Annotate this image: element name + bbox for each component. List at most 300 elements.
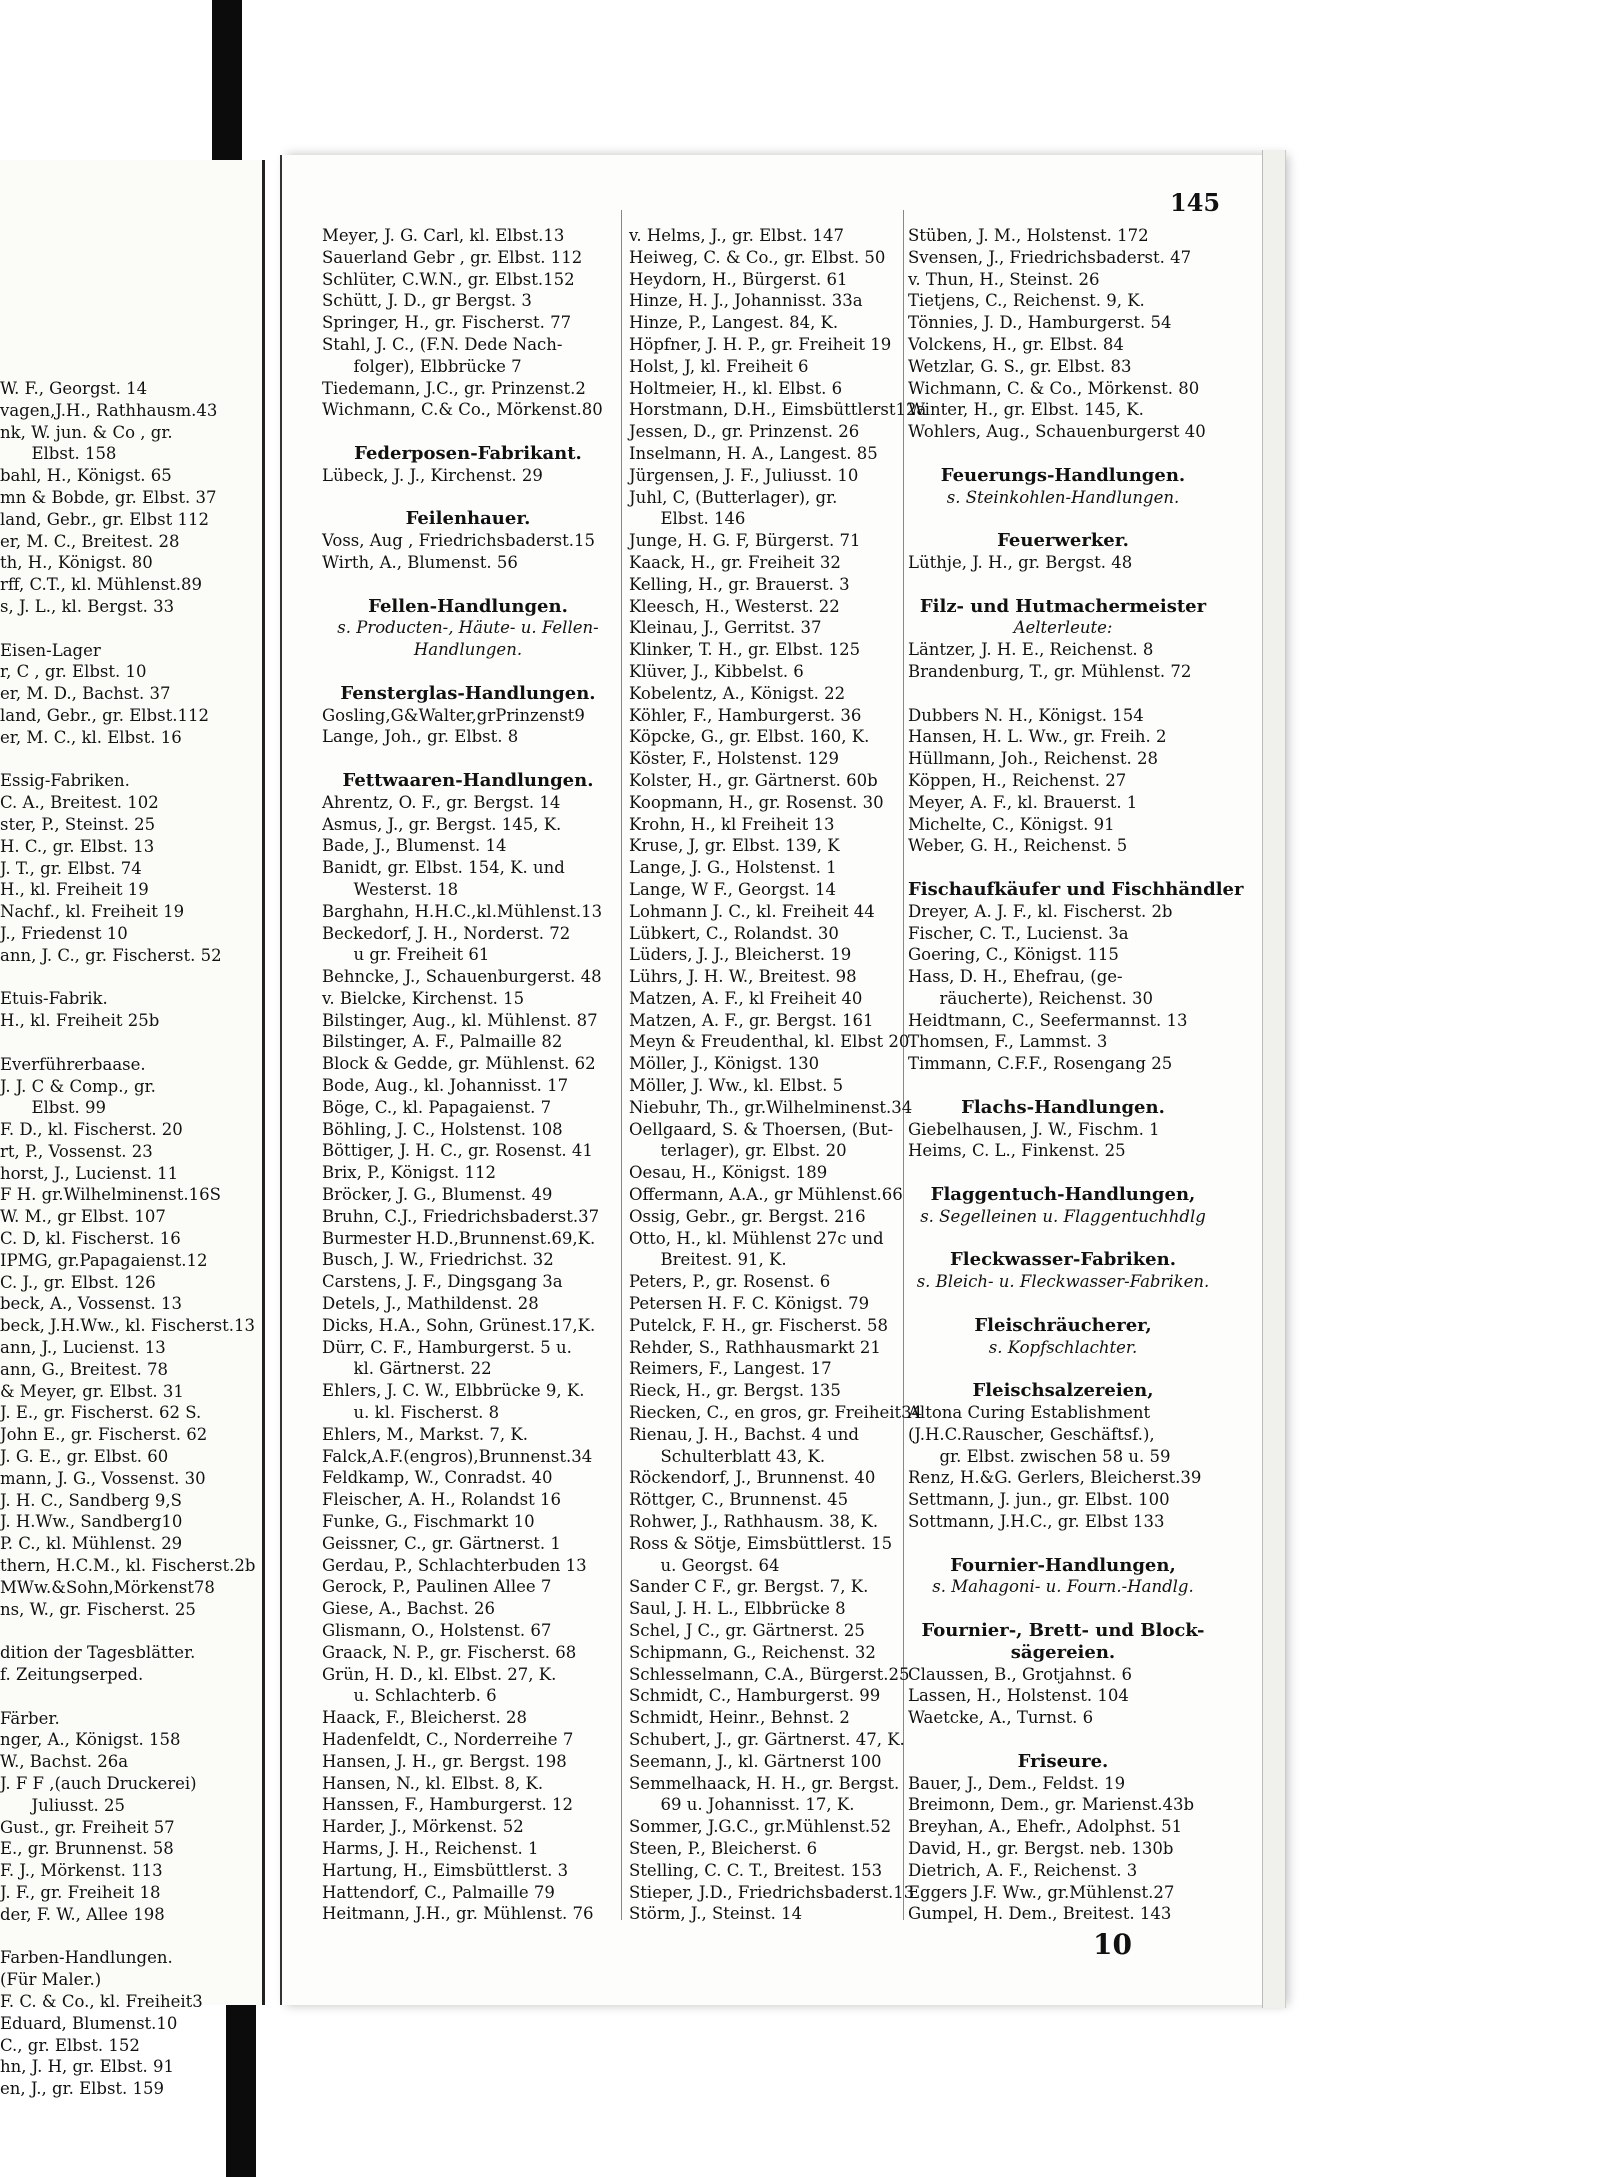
directory-entry: Ossig, Gebr., gr. Bergst. 216 — [629, 1206, 866, 1226]
directory-entry: Dürr, C. F., Hamburgerst. 5 u. — [322, 1337, 572, 1357]
directory-entry: Gerdau, P., Schlachterbuden 13 — [322, 1555, 587, 1575]
directory-entry: Tietjens, C., Reichenst. 9, K. — [908, 291, 1145, 311]
directory-entry: J. F., gr. Freiheit 18 — [0, 1882, 161, 1902]
directory-entry: Schulterblatt 43, K. — [629, 1446, 826, 1466]
directory-entry: Gosling,G&Walter,grPrinzenst9 — [322, 705, 585, 725]
directory-entry: Giebelhausen, J. W., Fischm. 1 — [908, 1119, 1160, 1139]
section-heading: Fettwaaren-Handlungen. — [342, 769, 594, 791]
directory-entry: Ahrentz, O. F., gr. Bergst. 14 — [322, 792, 561, 812]
directory-entry: Meyer, A. F., kl. Brauerst. 1 — [908, 792, 1138, 812]
directory-entry: terlager), gr. Elbst. 20 — [629, 1141, 847, 1161]
directory-entry: en, J., gr. Elbst. 159 — [0, 2079, 165, 2099]
directory-entry: Sottmann, J.H.C., gr. Elbst 133 — [908, 1512, 1165, 1532]
spacer — [0, 1032, 255, 1054]
directory-entry: s, J. L., kl. Bergst. 33 — [0, 596, 175, 616]
directory-entry: bahl, H., Königst. 65 — [0, 466, 172, 486]
directory-entry: Riecken, C., en gros, gr. Freiheit34 — [629, 1403, 923, 1423]
directory-entry: Röckendorf, J., Brunnenst. 40 — [629, 1468, 876, 1488]
directory-entry: th, H., Königst. 80 — [0, 553, 153, 573]
directory-entry: Juhl, C, (Butterlager), gr. — [629, 487, 838, 507]
spacer — [908, 1228, 1218, 1250]
directory-entry: Tiedemann, J.C., gr. Prinzenst.2 — [322, 378, 586, 398]
directory-entry: Nachf., kl. Freiheit 19 — [0, 902, 185, 922]
cross-reference: Handlungen. — [413, 640, 523, 660]
directory-entry: Farben-Handlungen. — [0, 1948, 173, 1968]
directory-entry: Bilstinger, A. F., Palmaille 82 — [322, 1032, 563, 1052]
spacer — [322, 487, 614, 509]
directory-entry: hn, J. H, gr. Elbst. 91 — [0, 2057, 175, 2077]
directory-entry: H. C., gr. Elbst. 13 — [0, 836, 155, 856]
directory-entry: Hass, D. H., Ehefrau, (ge- — [908, 967, 1123, 987]
directory-entry: Rehder, S., Rathhausmarkt 21 — [629, 1337, 881, 1357]
directory-entry: Ehlers, M., Markst. 7, K. — [322, 1424, 528, 1444]
directory-entry: er, M. C., kl. Elbst. 16 — [0, 727, 182, 747]
spacer — [322, 574, 614, 596]
directory-entry: Seemann, J., kl. Gärtnerst 100 — [629, 1751, 882, 1771]
directory-entry: Kelling, H., gr. Brauerst. 3 — [629, 574, 850, 594]
directory-entry: Volckens, H., gr. Elbst. 84 — [908, 334, 1124, 354]
directory-entry: Böhling, J. C., Holstenst. 108 — [322, 1119, 563, 1139]
directory-entry: Renz, H.&G. Gerlers, Bleicherst.39 — [908, 1468, 1202, 1488]
directory-entry: kl. Gärtnerst. 22 — [322, 1359, 492, 1379]
spacer — [908, 1729, 1218, 1751]
directory-entry: ann, J., Lucienst. 13 — [0, 1338, 166, 1358]
directory-entry: Schlesselmann, C.A., Bürgerst.25 — [629, 1664, 910, 1684]
directory-entry: Hartung, H., Eimsbüttlerst. 3 — [322, 1860, 569, 1880]
directory-entry: vagen,J.H., Rathhausm.43 — [0, 400, 218, 420]
directory-entry: Fischer, C. T., Lucienst. 3a — [908, 923, 1129, 943]
directory-entry: Burmester H.D.,Brunnenst.69,K. — [322, 1228, 596, 1248]
directory-entry: David, H., gr. Bergst. neb. 130b — [908, 1838, 1174, 1858]
directory-entry: Hadenfeldt, C., Norderreihe 7 — [322, 1729, 574, 1749]
directory-entry: Elbst. 99 — [0, 1098, 106, 1118]
directory-entry: Krohn, H., kl Freiheit 13 — [629, 814, 835, 834]
directory-entry: H., kl. Freiheit 19 — [0, 880, 149, 900]
directory-entry: P. C., kl. Mühlenst. 29 — [0, 1534, 183, 1554]
directory-entry: John E., gr. Fischerst. 62 — [0, 1425, 208, 1445]
directory-entry: Heydorn, H., Bürgerst. 61 — [629, 269, 848, 289]
directory-entry: Rienau, J. H., Bachst. 4 und — [629, 1424, 859, 1444]
directory-entry: Beckedorf, J. H., Norderst. 72 — [322, 923, 571, 943]
cross-reference: s. Segelleinen u. Flaggentuchhdlg — [920, 1206, 1206, 1226]
directory-entry: C., gr. Elbst. 152 — [0, 2035, 140, 2055]
directory-entry: 69 u. Johannisst. 17, K. — [629, 1795, 855, 1815]
directory-entry: Ross & Sötje, Eimsbüttlerst. 15 — [629, 1533, 893, 1553]
spacer — [0, 1926, 255, 1948]
directory-entry: land, Gebr., gr. Elbst.112 — [0, 705, 209, 725]
directory-entry: f. Zeitungserped. — [0, 1665, 144, 1685]
directory-entry: Barghahn, H.H.C.,kl.Mühlenst.13 — [322, 901, 603, 921]
directory-entry: & Meyer, gr. Elbst. 31 — [0, 1381, 184, 1401]
directory-entry: J. H.Ww., Sandberg10 — [0, 1512, 183, 1532]
directory-entry: Rieck, H., gr. Bergst. 135 — [629, 1381, 841, 1401]
directory-entry: Kaack, H., gr. Freiheit 32 — [629, 552, 841, 572]
directory-entry: Giese, A., Bachst. 26 — [322, 1599, 496, 1619]
directory-entry: Winter, H., gr. Elbst. 145, K. — [908, 400, 1144, 420]
directory-entry: Meyn & Freudenthal, kl. Elbst 20 — [629, 1032, 910, 1052]
directory-entry: Schütt, J. D., gr Bergst. 3 — [322, 291, 532, 311]
directory-entry: Feldkamp, W., Conradst. 40 — [322, 1468, 553, 1488]
directory-entry: Böttiger, J. H. C., gr. Rosenst. 41 — [322, 1141, 593, 1161]
directory-entry: Köster, F., Holstenst. 129 — [629, 749, 840, 769]
directory-entry: J. H. C., Sandberg 9,S — [0, 1490, 182, 1510]
spacer — [322, 661, 614, 683]
directory-entry: Heidtmann, C., Seefermannst. 13 — [908, 1010, 1188, 1030]
directory-entry: Elbst. 158 — [0, 444, 117, 464]
directory-entry: F H. gr.Wilhelminenst.16S — [0, 1185, 221, 1205]
directory-entry: Brix, P., Königst. 112 — [322, 1163, 496, 1183]
directory-entry: Bauer, J., Dem., Feldst. 19 — [908, 1773, 1126, 1793]
section-heading: Fleischsalzereien, — [972, 1380, 1154, 1402]
cross-reference: s. Steinkohlen-Handlungen. — [946, 487, 1180, 507]
directory-entry: Hanssen, F., Hamburgerst. 12 — [322, 1795, 574, 1815]
directory-entry: mann, J. G., Vossenst. 30 — [0, 1468, 206, 1488]
directory-entry: J. J. C & Comp., gr. — [0, 1076, 156, 1096]
directory-entry: folger), Elbbrücke 7 — [322, 356, 522, 376]
directory-entry: Hattendorf, C., Palmaille 79 — [322, 1882, 555, 1902]
directory-entry: Tönnies, J. D., Hamburgerst. 54 — [908, 313, 1172, 333]
directory-entry: Lübkert, C., Rolandst. 30 — [629, 923, 839, 943]
directory-entry: nk, W. jun. & Co , gr. — [0, 422, 173, 442]
directory-entry: (Für Maler.) — [0, 1970, 102, 1990]
directory-entry: Schubert, J., gr. Gärtnerst. 47, K. — [629, 1729, 905, 1749]
directory-entry: Wohlers, Aug., Schauenburgerst 40 — [908, 422, 1206, 442]
cross-reference: s. Producten-, Häute- u. Fellen- — [337, 618, 599, 638]
directory-entry: u gr. Freiheit 61 — [322, 945, 490, 965]
directory-entry: er, M. C., Breitest. 28 — [0, 531, 180, 551]
section-heading: Feuerungs-Handlungen. — [940, 464, 1186, 486]
directory-entry: Dubbers N. H., Königst. 154 — [908, 705, 1144, 725]
directory-entry: C. A., Breitest. 102 — [0, 793, 159, 813]
directory-entry: Lüthje, J. H., gr. Bergst. 48 — [908, 552, 1133, 572]
binding-shadow-top — [212, 0, 242, 185]
directory-entry: Voss, Aug , Friedrichsbaderst.15 — [322, 531, 595, 551]
directory-entry: Möller, J. Ww., kl. Elbst. 5 — [629, 1076, 844, 1096]
directory-entry: Schlüter, C.W.N., gr. Elbst.152 — [322, 269, 575, 289]
directory-entry: Carstens, J. F., Dingsgang 3a — [322, 1272, 563, 1292]
directory-entry: Dreyer, A. J. F., kl. Fischerst. 2b — [908, 901, 1173, 921]
spacer — [908, 508, 1218, 530]
directory-entry: Färber. — [0, 1708, 60, 1728]
spacer — [908, 683, 1218, 705]
cross-reference: s. Mahagoni- u. Fourn.-Handlg. — [932, 1577, 1194, 1597]
directory-entry: Waetcke, A., Turnst. 6 — [908, 1708, 1094, 1728]
directory-entry: Thomsen, F., Lammst. 3 — [908, 1032, 1108, 1052]
directory-entry: Etuis-Fabrik. — [0, 989, 108, 1009]
left-page — [0, 160, 265, 2099]
directory-entry: Lührs, J. H. W., Breitest. 98 — [629, 967, 857, 987]
section-heading: Feuerwerker. — [997, 530, 1129, 552]
directory-entry: Schmidt, Heinr., Behnst. 2 — [629, 1708, 850, 1728]
directory-entry: Gerock, P., Paulinen Allee 7 — [322, 1577, 552, 1597]
directory-entry: Möller, J., Königst. 130 — [629, 1054, 820, 1074]
directory-entry: E., gr. Brunnenst. 58 — [0, 1839, 174, 1859]
directory-entry: F. J., Mörkenst. 113 — [0, 1861, 163, 1881]
directory-entry: Sander C F., gr. Bergst. 7, K. — [629, 1577, 869, 1597]
directory-entry: Block & Gedde, gr. Mühlenst. 62 — [322, 1054, 596, 1074]
directory-entry: Niebuhr, Th., gr.Wilhelminenst.34 — [629, 1097, 913, 1117]
directory-entry: Otto, H., kl. Mühlenst 27c und — [629, 1228, 884, 1248]
directory-entry: Köpcke, G., gr. Elbst. 160, K. — [629, 727, 870, 747]
section-heading: Fournier-Handlungen, — [950, 1554, 1176, 1576]
directory-entry: Stüben, J. M., Holstenst. 172 — [908, 226, 1149, 245]
directory-entry: J. T., gr. Elbst. 74 — [0, 858, 142, 878]
directory-entry: Eisen-Lager — [0, 640, 101, 660]
cross-reference: Aelterleute: — [1013, 618, 1113, 638]
directory-entry: Oellgaard, S. & Thoersen, (But- — [629, 1119, 894, 1139]
spacer — [908, 1293, 1218, 1315]
directory-entry: Haack, F., Bleicherst. 28 — [322, 1708, 527, 1728]
directory-entry: ann, J. C., gr. Fischerst. 52 — [0, 945, 222, 965]
directory-entry: Klinker, T. H., gr. Elbst. 125 — [629, 640, 861, 660]
directory-entry: Detels, J., Mathildenst. 28 — [322, 1294, 539, 1314]
directory-entry: räucherte), Reichenst. 30 — [908, 988, 1153, 1008]
spacer — [908, 1075, 1218, 1097]
spacer — [0, 967, 255, 989]
directory-entry: Breimonn, Dem., gr. Marienst.43b — [908, 1795, 1195, 1815]
section-heading: Fleckwasser-Fabriken. — [950, 1249, 1176, 1271]
directory-entry: Reimers, F., Langest. 17 — [629, 1359, 832, 1379]
cross-reference: s. Kopfschlachter. — [988, 1337, 1138, 1357]
directory-entry: Petersen H. F. C. Königst. 79 — [629, 1294, 870, 1314]
directory-entry: Junge, H. G. F, Bürgerst. 71 — [629, 531, 861, 551]
spacer — [0, 1620, 255, 1642]
spacer — [0, 618, 255, 640]
directory-entry: J., Friedenst 10 — [0, 923, 128, 943]
directory-entry: thern, H.C.M., kl. Fischerst.2b — [0, 1556, 256, 1576]
directory-entry: Bade, J., Blumenst. 14 — [322, 836, 507, 856]
directory-entry: ns, W., gr. Fischerst. 25 — [0, 1599, 196, 1619]
directory-entry: Jessen, D., gr. Prinzenst. 26 — [629, 422, 860, 442]
directory-entry: Wirth, A., Blumenst. 56 — [322, 552, 518, 572]
section-heading: Fischaufkäufer und Fischhändler — [908, 878, 1244, 900]
directory-entry: Lübeck, J. J., Kirchenst. 29 — [322, 465, 543, 485]
directory-entry: Bröcker, J. G., Blumenst. 49 — [322, 1185, 553, 1205]
directory-entry: Gust., gr. Freiheit 57 — [0, 1817, 175, 1837]
directory-entry: Gumpel, H. Dem., Breitest. 143 — [908, 1904, 1172, 1924]
directory-entry: Steen, P., Bleicherst. 6 — [629, 1838, 818, 1858]
directory-entry: beck, J.H.Ww., kl. Fischerst.13 — [0, 1316, 255, 1336]
directory-entry: Matzen, A. F., kl Freiheit 40 — [629, 988, 863, 1008]
spacer — [908, 574, 1218, 596]
directory-entry: Sommer, J.G.C., gr.Mühlenst.52 — [629, 1817, 892, 1837]
spacer — [908, 857, 1218, 879]
directory-entry: Hinze, H. J., Johannisst. 33a — [629, 291, 863, 311]
directory-entry: Sauerland Gebr , gr. Elbst. 112 — [322, 247, 583, 267]
directory-entry: H., kl. Freiheit 25b — [0, 1011, 160, 1031]
directory-entry: Bruhn, C.J., Friedrichsbaderst.37 — [322, 1206, 600, 1226]
directory-entry: Matzen, A. F., gr. Bergst. 161 — [629, 1010, 874, 1030]
directory-entry: Harms, J. H., Reichenst. 1 — [322, 1838, 539, 1858]
directory-entry: Lange, W F., Georgst. 14 — [629, 879, 836, 899]
directory-entry: Kobelentz, A., Königst. 22 — [629, 683, 846, 703]
directory-entry: Rohwer, J., Rathhausm. 38, K. — [629, 1512, 879, 1532]
signature-mark: 10 — [1093, 1928, 1132, 1961]
directory-entry: Goering, C., Königst. 115 — [908, 945, 1119, 965]
directory-entry: Dicks, H.A., Sohn, Grünest.17,K. — [322, 1315, 596, 1335]
directory-entry: v. Bielcke, Kirchenst. 15 — [322, 988, 525, 1008]
directory-entry: Stieper, J.D., Friedrichsbaderst.13 — [629, 1882, 915, 1902]
directory-entry: Bode, Aug., kl. Johannisst. 17 — [322, 1076, 569, 1096]
directory-entry: Brandenburg, T., gr. Mühlenst. 72 — [908, 661, 1192, 681]
directory-entry: Köhler, F., Hamburgerst. 36 — [629, 705, 862, 725]
spacer — [908, 1598, 1218, 1620]
section-heading: Filz- und Hutmachermeister — [919, 595, 1207, 617]
directory-entry: Heitmann, J.H., gr. Mühlenst. 76 — [322, 1904, 594, 1924]
directory-entry: Peters, P., gr. Rosenst. 6 — [629, 1272, 831, 1292]
directory-entry: Glismann, O., Holstenst. 67 — [322, 1621, 552, 1640]
directory-entry: Essig-Fabriken. — [0, 771, 130, 791]
directory-entry: Lüders, J. J., Bleicherst. 19 — [629, 945, 852, 965]
directory-entry: Heiweg, C. & Co., gr. Elbst. 50 — [629, 247, 886, 267]
directory-entry: Schel, J C., gr. Gärtnerst. 25 — [629, 1621, 865, 1640]
directory-entry: Settmann, J. jun., gr. Elbst. 100 — [908, 1490, 1170, 1510]
directory-entry: Schmidt, C., Hamburgerst. 99 — [629, 1686, 881, 1706]
directory-entry: Graack, N. P., gr. Fischerst. 68 — [322, 1642, 577, 1662]
directory-entry: dition der Tagesblätter. — [0, 1643, 196, 1663]
directory-entry: Breitest. 91, K. — [629, 1250, 787, 1270]
directory-entry: Lange, J. G., Holstenst. 1 — [629, 858, 837, 878]
directory-entry: Michelte, C., Königst. 91 — [908, 814, 1115, 834]
directory-entry: Busch, J. W., Friedrichst. 32 — [322, 1250, 554, 1270]
page-edge — [1262, 150, 1286, 2008]
directory-entry: v. Helms, J., gr. Elbst. 147 — [629, 226, 845, 245]
directory-entry: nger, A., Königst. 158 — [0, 1730, 181, 1750]
directory-entry: Springer, H., gr. Fischerst. 77 — [322, 313, 572, 333]
spacer — [322, 748, 614, 770]
section-heading: Friseure. — [1017, 1750, 1109, 1772]
directory-entry: u. kl. Fischerst. 8 — [322, 1403, 500, 1423]
directory-entry: Weber, G. H., Reichenst. 5 — [908, 836, 1128, 856]
directory-entry: Köppen, H., Reichenst. 27 — [908, 770, 1127, 790]
directory-entry: Wetzlar, G. S., gr. Elbst. 83 — [908, 356, 1132, 376]
directory-entry: W. M., gr Elbst. 107 — [0, 1207, 166, 1227]
directory-entry: Juliusst. 25 — [0, 1795, 125, 1815]
directory-entry: F. C. & Co., kl. Freiheit3 — [0, 1991, 203, 2011]
directory-entry: Asmus, J., gr. Bergst. 145, K. — [322, 814, 562, 834]
directory-entry: horst, J., Lucienst. 11 — [0, 1163, 179, 1183]
directory-column-2 — [629, 225, 927, 1925]
section-heading: Fensterglas-Handlungen. — [340, 682, 596, 704]
cross-reference: s. Bleich- u. Fleckwasser-Fabriken. — [916, 1272, 1210, 1292]
spacer — [908, 1162, 1218, 1184]
directory-entry: Timmann, C.F.F., Rosengang 25 — [908, 1054, 1173, 1074]
directory-entry: Eduard, Blumenst.10 — [0, 2013, 178, 2033]
directory-entry: W., Bachst. 26a — [0, 1752, 129, 1772]
directory-entry: Böge, C., kl. Papagaienst. 7 — [322, 1097, 552, 1117]
directory-entry: J. G. E., gr. Elbst. 60 — [0, 1447, 169, 1467]
directory-entry: Horstmann, D.H., Eimsbüttlerst12a — [629, 400, 927, 420]
directory-entry: Westerst. 18 — [322, 879, 459, 899]
directory-entry: beck, A., Vossenst. 13 — [0, 1294, 182, 1314]
spacer — [0, 1686, 255, 1708]
section-heading: sägereien. — [1010, 1641, 1116, 1663]
directory-entry: Hansen, J. H., gr. Bergst. 198 — [322, 1751, 567, 1771]
directory-entry: Wichmann, C. & Co., Mörkenst. 80 — [908, 378, 1200, 398]
directory-entry: MWw.&Sohn,Mörkenst78 — [0, 1577, 215, 1597]
directory-entry: Meyer, J. G. Carl, kl. Elbst.13 — [322, 226, 565, 245]
directory-entry: Koopmann, H., gr. Rosenst. 30 — [629, 792, 884, 812]
directory-entry: (J.H.C.Rauscher, Geschäftsf.), — [908, 1424, 1155, 1444]
directory-column-3 — [908, 225, 1244, 1925]
directory-entry: Falck,A.F.(engros),Brunnenst.34 — [322, 1446, 593, 1466]
directory-entry: Stahl, J. C., (F.N. Dede Nach- — [322, 334, 563, 354]
directory-entry: ster, P., Steinst. 25 — [0, 814, 156, 834]
directory-entry: Offermann, A.A., gr Mühlenst.66 — [629, 1185, 903, 1205]
directory-entry: Svensen, J., Friedrichsbaderst. 47 — [908, 247, 1192, 267]
directory-entry: Breyhan, A., Ehefr., Adolphst. 51 — [908, 1817, 1183, 1837]
directory-entry: Kolster, H., gr. Gärtnerst. 60b — [629, 770, 878, 790]
directory-entry: J. E., gr. Fischerst. 62 S. — [0, 1403, 202, 1423]
directory-entry: Everführerbaase. — [0, 1054, 146, 1074]
directory-entry: v. Thun, H., Steinst. 26 — [908, 269, 1100, 289]
directory-entry: Lange, Joh., gr. Elbst. 8 — [322, 727, 519, 747]
page-number: 145 — [1170, 188, 1221, 217]
directory-entry: der, F. W., Allee 198 — [0, 1904, 165, 1924]
directory-entry: Hansen, H. L. Ww., gr. Freih. 2 — [908, 727, 1167, 747]
section-heading: Flachs-Handlungen. — [961, 1096, 1165, 1118]
directory-entry: gr. Elbst. zwischen 58 u. 59 — [908, 1446, 1171, 1466]
column-rule — [621, 210, 622, 1920]
directory-entry: Kleinau, J., Gerritst. 37 — [629, 618, 822, 638]
directory-entry: Behncke, J., Schauenburgerst. 48 — [322, 967, 602, 987]
directory-entry: mn & Bobde, gr. Elbst. 37 — [0, 487, 217, 507]
directory-entry: Klüver, J., Kibbelst. 6 — [629, 661, 804, 681]
spacer — [322, 421, 614, 443]
directory-entry: Geissner, C., gr. Gärtnerst. 1 — [322, 1533, 561, 1553]
directory-entry: Störm, J., Steinst. 14 — [629, 1904, 803, 1924]
directory-entry: Eggers J.F. Ww., gr.Mühlenst.27 — [908, 1882, 1175, 1902]
spacer — [908, 1533, 1218, 1555]
directory-entry: land, Gebr., gr. Elbst 112 — [0, 509, 209, 529]
directory-entry: Saul, J. H. L., Elbbrücke 8 — [629, 1599, 846, 1619]
directory-entry: Bilstinger, Aug., kl. Mühlenst. 87 — [322, 1010, 598, 1030]
directory-entry: Claussen, B., Grotjahnst. 6 — [908, 1664, 1132, 1684]
directory-entry: er, M. D., Bachst. 37 — [0, 684, 171, 704]
directory-entry: Lassen, H., Holstenst. 104 — [908, 1686, 1129, 1706]
directory-entry: Harder, J., Mörkenst. 52 — [322, 1817, 524, 1837]
directory-entry: Stelling, C. C. T., Breitest. 153 — [629, 1860, 883, 1880]
directory-entry: Grün, H. D., kl. Elbst. 27, K. — [322, 1664, 557, 1684]
left-page-column — [0, 378, 255, 2100]
directory-entry: ann, G., Breitest. 78 — [0, 1359, 168, 1379]
directory-entry: Altona Curing Establishment — [908, 1403, 1151, 1423]
directory-column-1 — [322, 225, 614, 1925]
section-heading: Fournier-, Brett- und Block- — [921, 1620, 1205, 1641]
directory-entry: Hüllmann, Joh., Reichenst. 28 — [908, 749, 1159, 769]
directory-entry: J. F F ,(auch Druckerei) — [0, 1774, 197, 1793]
section-heading: Fleischräucherer, — [974, 1314, 1152, 1336]
directory-entry: u. Georgst. 64 — [629, 1555, 780, 1575]
directory-entry: W. F., Georgst. 14 — [0, 379, 148, 398]
directory-entry: rt, P., Vossenst. 23 — [0, 1141, 153, 1161]
directory-entry: Lohmann J. C., kl. Freiheit 44 — [629, 901, 875, 921]
directory-entry: r, C , gr. Elbst. 10 — [0, 662, 147, 682]
section-heading: Federposen-Fabrikant. — [354, 442, 582, 464]
directory-entry: F. D., kl. Fischerst. 20 — [0, 1120, 183, 1140]
directory-entry: Inselmann, H. A., Langest. 85 — [629, 443, 878, 463]
directory-entry: Putelck, F. H., gr. Fischerst. 58 — [629, 1315, 889, 1335]
directory-entry: rff, C.T., kl. Mühlenst.89 — [0, 575, 203, 595]
directory-entry: Dietrich, A. F., Reichenst. 3 — [908, 1860, 1138, 1880]
directory-entry: Ehlers, J. C. W., Elbbrücke 9, K. — [322, 1381, 585, 1401]
spacer — [908, 443, 1218, 465]
directory-entry: Schipmann, G., Reichenst. 32 — [629, 1642, 876, 1662]
directory-entry: Funke, G., Fischmarkt 10 — [322, 1512, 535, 1532]
directory-entry: Heims, C. L., Finkenst. 25 — [908, 1141, 1126, 1161]
directory-entry: C. D, kl. Fischerst. 16 — [0, 1229, 181, 1249]
directory-entry: Holtmeier, H., kl. Elbst. 6 — [629, 378, 843, 398]
